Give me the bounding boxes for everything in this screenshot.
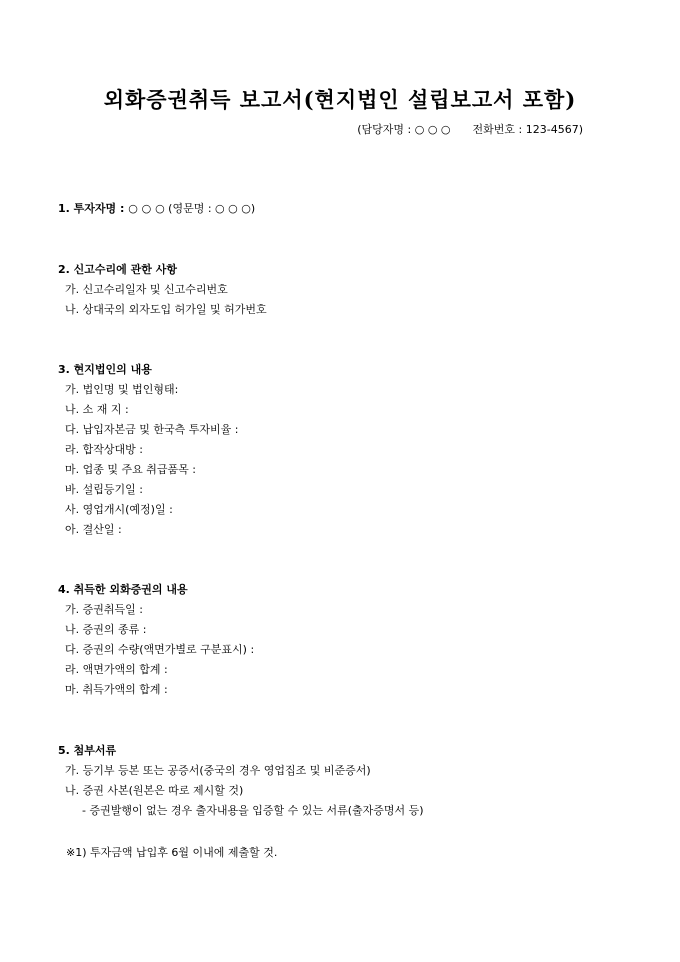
- list-item: 가. 법인명 및 법인형태:: [65, 383, 179, 396]
- section-heading: [58, 199, 255, 219]
- section-heading: 2. 신고수리에 관한 사항: [58, 263, 177, 276]
- manager-name: (담당자명 : ○ ○ ○: [357, 123, 451, 136]
- list-item: 마. 업종 및 주요 취급품목 :: [65, 463, 196, 476]
- list-item: 라. 액면가액의 합계 :: [65, 663, 168, 676]
- list-item: 나. 증권 사본(원본은 따로 제시할 것): [65, 784, 244, 797]
- list-item: 다. 납입자본금 및 한국측 투자비율 :: [65, 423, 239, 436]
- list-subitem: - 증권발행이 없는 경우 출자내용을 입증할 수 있는 서류(출자증명서 등): [82, 804, 424, 817]
- list-item: 가. 등기부 등본 또는 공증서(중국의 경우 영업집조 및 비준증서): [65, 764, 371, 777]
- investor-english-name: (영문명 : ○ ○ ○): [164, 202, 256, 215]
- section-approval: [58, 260, 267, 320]
- list-item: 다. 증권의 수량(액면가별로 구분표시) :: [65, 643, 255, 656]
- list-item: 가. 증권취득일 :: [65, 603, 143, 616]
- section-securities: [58, 580, 254, 700]
- section-local-corporation: [58, 360, 238, 540]
- list-item: 가. 신고수리일자 및 신고수리번호: [65, 283, 228, 296]
- section-investor: [58, 199, 255, 219]
- list-item: 바. 설립등기일 :: [65, 483, 143, 496]
- document-title: 외화증권취득 보고서(현지법인 설립보고서 포함): [103, 87, 577, 112]
- list-item: 나. 증권의 종류 :: [65, 623, 147, 636]
- section-heading: 4. 취득한 외화증권의 내용: [58, 583, 188, 596]
- list-item: 나. 상대국의 외자도입 허가일 및 허가번호: [65, 303, 267, 316]
- section-heading: 3. 현지법인의 내용: [58, 363, 152, 376]
- list-item: 아. 결산일 :: [65, 523, 122, 536]
- footnote: ※1) 투자금액 납입후 6월 이내에 제출할 것.: [66, 846, 278, 859]
- list-item: 사. 영업개시(예정)일 :: [65, 503, 173, 516]
- section-heading: 5. 첨부서류: [58, 744, 117, 757]
- investor-name: 1. 투자자명 : ○ ○ ○: [58, 202, 165, 215]
- list-item: 나. 소 재 지 :: [65, 403, 129, 416]
- list-item: 라. 합작상대방 :: [65, 443, 143, 456]
- section-attachments: [58, 741, 424, 821]
- contact-info: [357, 121, 583, 137]
- phone-number: 전화번호 : 123-4567): [472, 123, 583, 136]
- list-item: 마. 취득가액의 합계 :: [65, 683, 168, 696]
